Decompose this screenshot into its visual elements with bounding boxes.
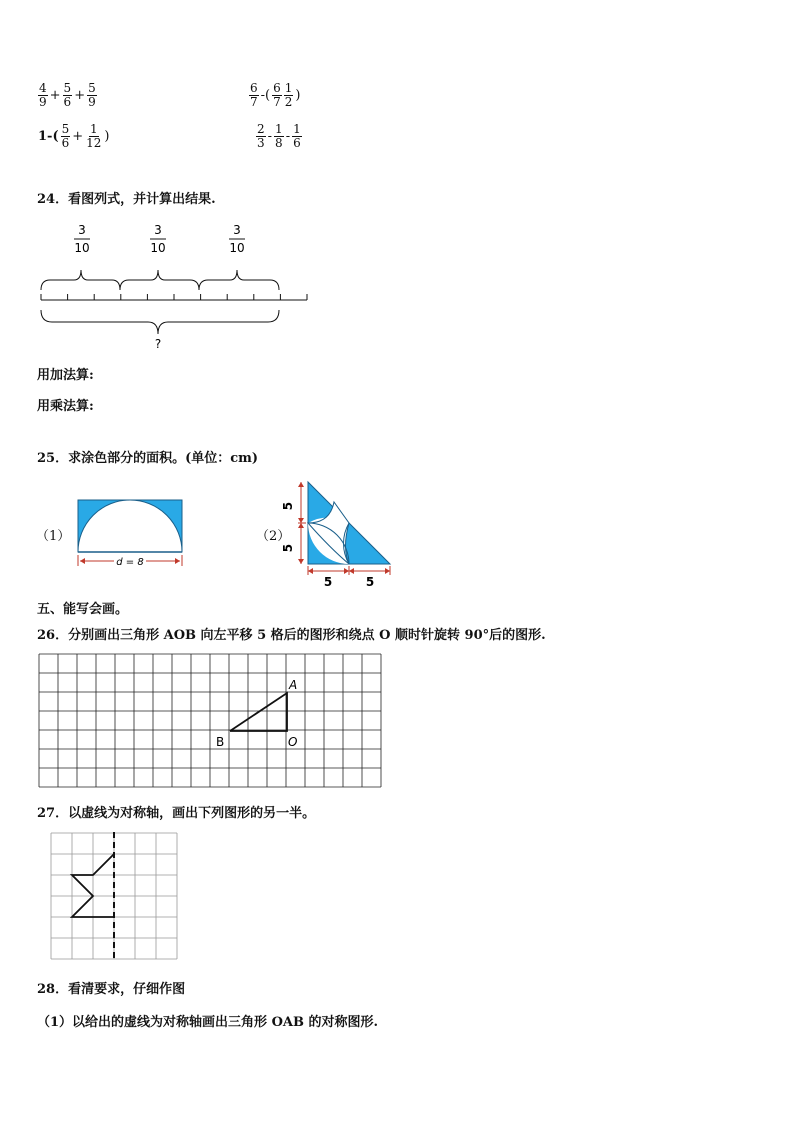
question-28-title: 28．看清要求，仔细作图 xyxy=(37,982,186,997)
expression-3: 1-( $\frac{5}{6}$ + $\frac{1}{12}$ ) xyxy=(38,122,110,150)
point-O-label: O xyxy=(288,735,298,749)
grid xyxy=(39,654,381,787)
grid-triangle-AOB[interactable] xyxy=(38,653,384,791)
brace-label-1 xyxy=(74,223,90,255)
expression-1: $\frac{4}{9}$ + $\frac{5}{6}$ + $\frac{5}{9}$ xyxy=(39,81,96,109)
grid-symmetry-figure[interactable] xyxy=(50,832,180,964)
point-B-label: B xyxy=(216,735,225,749)
question-mark: ? xyxy=(154,337,162,351)
point-A-label: A xyxy=(289,678,298,692)
question-26-title: 26．分别画出三角形 AOB 向左平移 5 格后的图形和绕点 O 顺时针旋转 90°后的图形. xyxy=(37,628,546,643)
svg-text:3: 3 xyxy=(78,223,86,237)
figure-1-label: （1） xyxy=(36,529,71,544)
figure-2-triangle-quarter-circles xyxy=(281,478,396,590)
fraction: $\frac{2}{3}$ xyxy=(257,122,265,150)
svg-text:10: 10 xyxy=(74,241,90,255)
upper-brace-2 xyxy=(120,270,199,290)
svg-text:3: 3 xyxy=(233,223,241,237)
expression-4: $\frac{2}{3}$ - $\frac{1}{8}$ - $\frac{1}{6}$ xyxy=(257,122,301,150)
figure-1-semicircle-rectangle xyxy=(76,498,186,570)
diameter-label: d = 8 xyxy=(116,557,144,568)
upper-brace-3 xyxy=(199,270,279,290)
svg-text:3: 3 xyxy=(154,223,162,237)
fraction: $\frac{1}{12}$ xyxy=(86,122,102,150)
figure-2-label: （2） xyxy=(256,529,291,544)
number-line-ticks xyxy=(41,294,307,300)
fraction: $\frac{5}{6}$ xyxy=(61,122,70,150)
fraction: $\frac{6}{7}$ xyxy=(250,81,258,109)
fraction: $\frac{1}{8}$ xyxy=(275,122,283,150)
lower-brace xyxy=(41,310,279,334)
svg-text:10: 10 xyxy=(229,241,245,255)
question-28-sub1: （1）以给出的虚线为对称轴画出三角形 OAB 的对称图形. xyxy=(37,1015,379,1030)
svg-text:10: 10 xyxy=(150,241,166,255)
expression-2: $\frac{6}{7}$ -( $\frac{6}{7}$ $\frac{1}{2}$ ) xyxy=(250,81,301,109)
upper-brace-1 xyxy=(41,270,120,290)
question-24-title: 24．看图列式，并计算出结果. xyxy=(37,192,216,207)
brace-label-2 xyxy=(150,223,166,255)
number-line-diagram xyxy=(30,218,330,358)
fraction: $\frac{6}{7}$ xyxy=(273,81,281,109)
dim-left-bottom: 5 xyxy=(281,543,295,553)
triangle-AOB xyxy=(230,693,287,731)
fraction: $\frac{5}{6}$ xyxy=(63,81,72,109)
dim-bottom-left: 5 xyxy=(323,575,333,589)
fraction: $\frac{5}{9}$ xyxy=(88,81,96,109)
dim-left-top: 5 xyxy=(281,501,295,511)
fraction: $\frac{1}{6}$ xyxy=(293,122,301,150)
brace-label-3 xyxy=(229,223,245,255)
question-27-title: 27．以虚线为对称轴，画出下列图形的另一半。 xyxy=(37,806,316,821)
fraction: $\frac{1}{2}$ xyxy=(284,81,293,109)
fraction: $\frac{4}{9}$ xyxy=(39,81,47,109)
section-5-heading: 五、能写会画。 xyxy=(37,602,129,617)
dim-bottom-right: 5 xyxy=(365,575,375,589)
addition-label: 用加法算: xyxy=(37,368,94,383)
multiplication-label: 用乘法算: xyxy=(37,399,94,414)
question-25-title: 25．求涂色部分的面积。(单位：cm) xyxy=(37,451,259,466)
